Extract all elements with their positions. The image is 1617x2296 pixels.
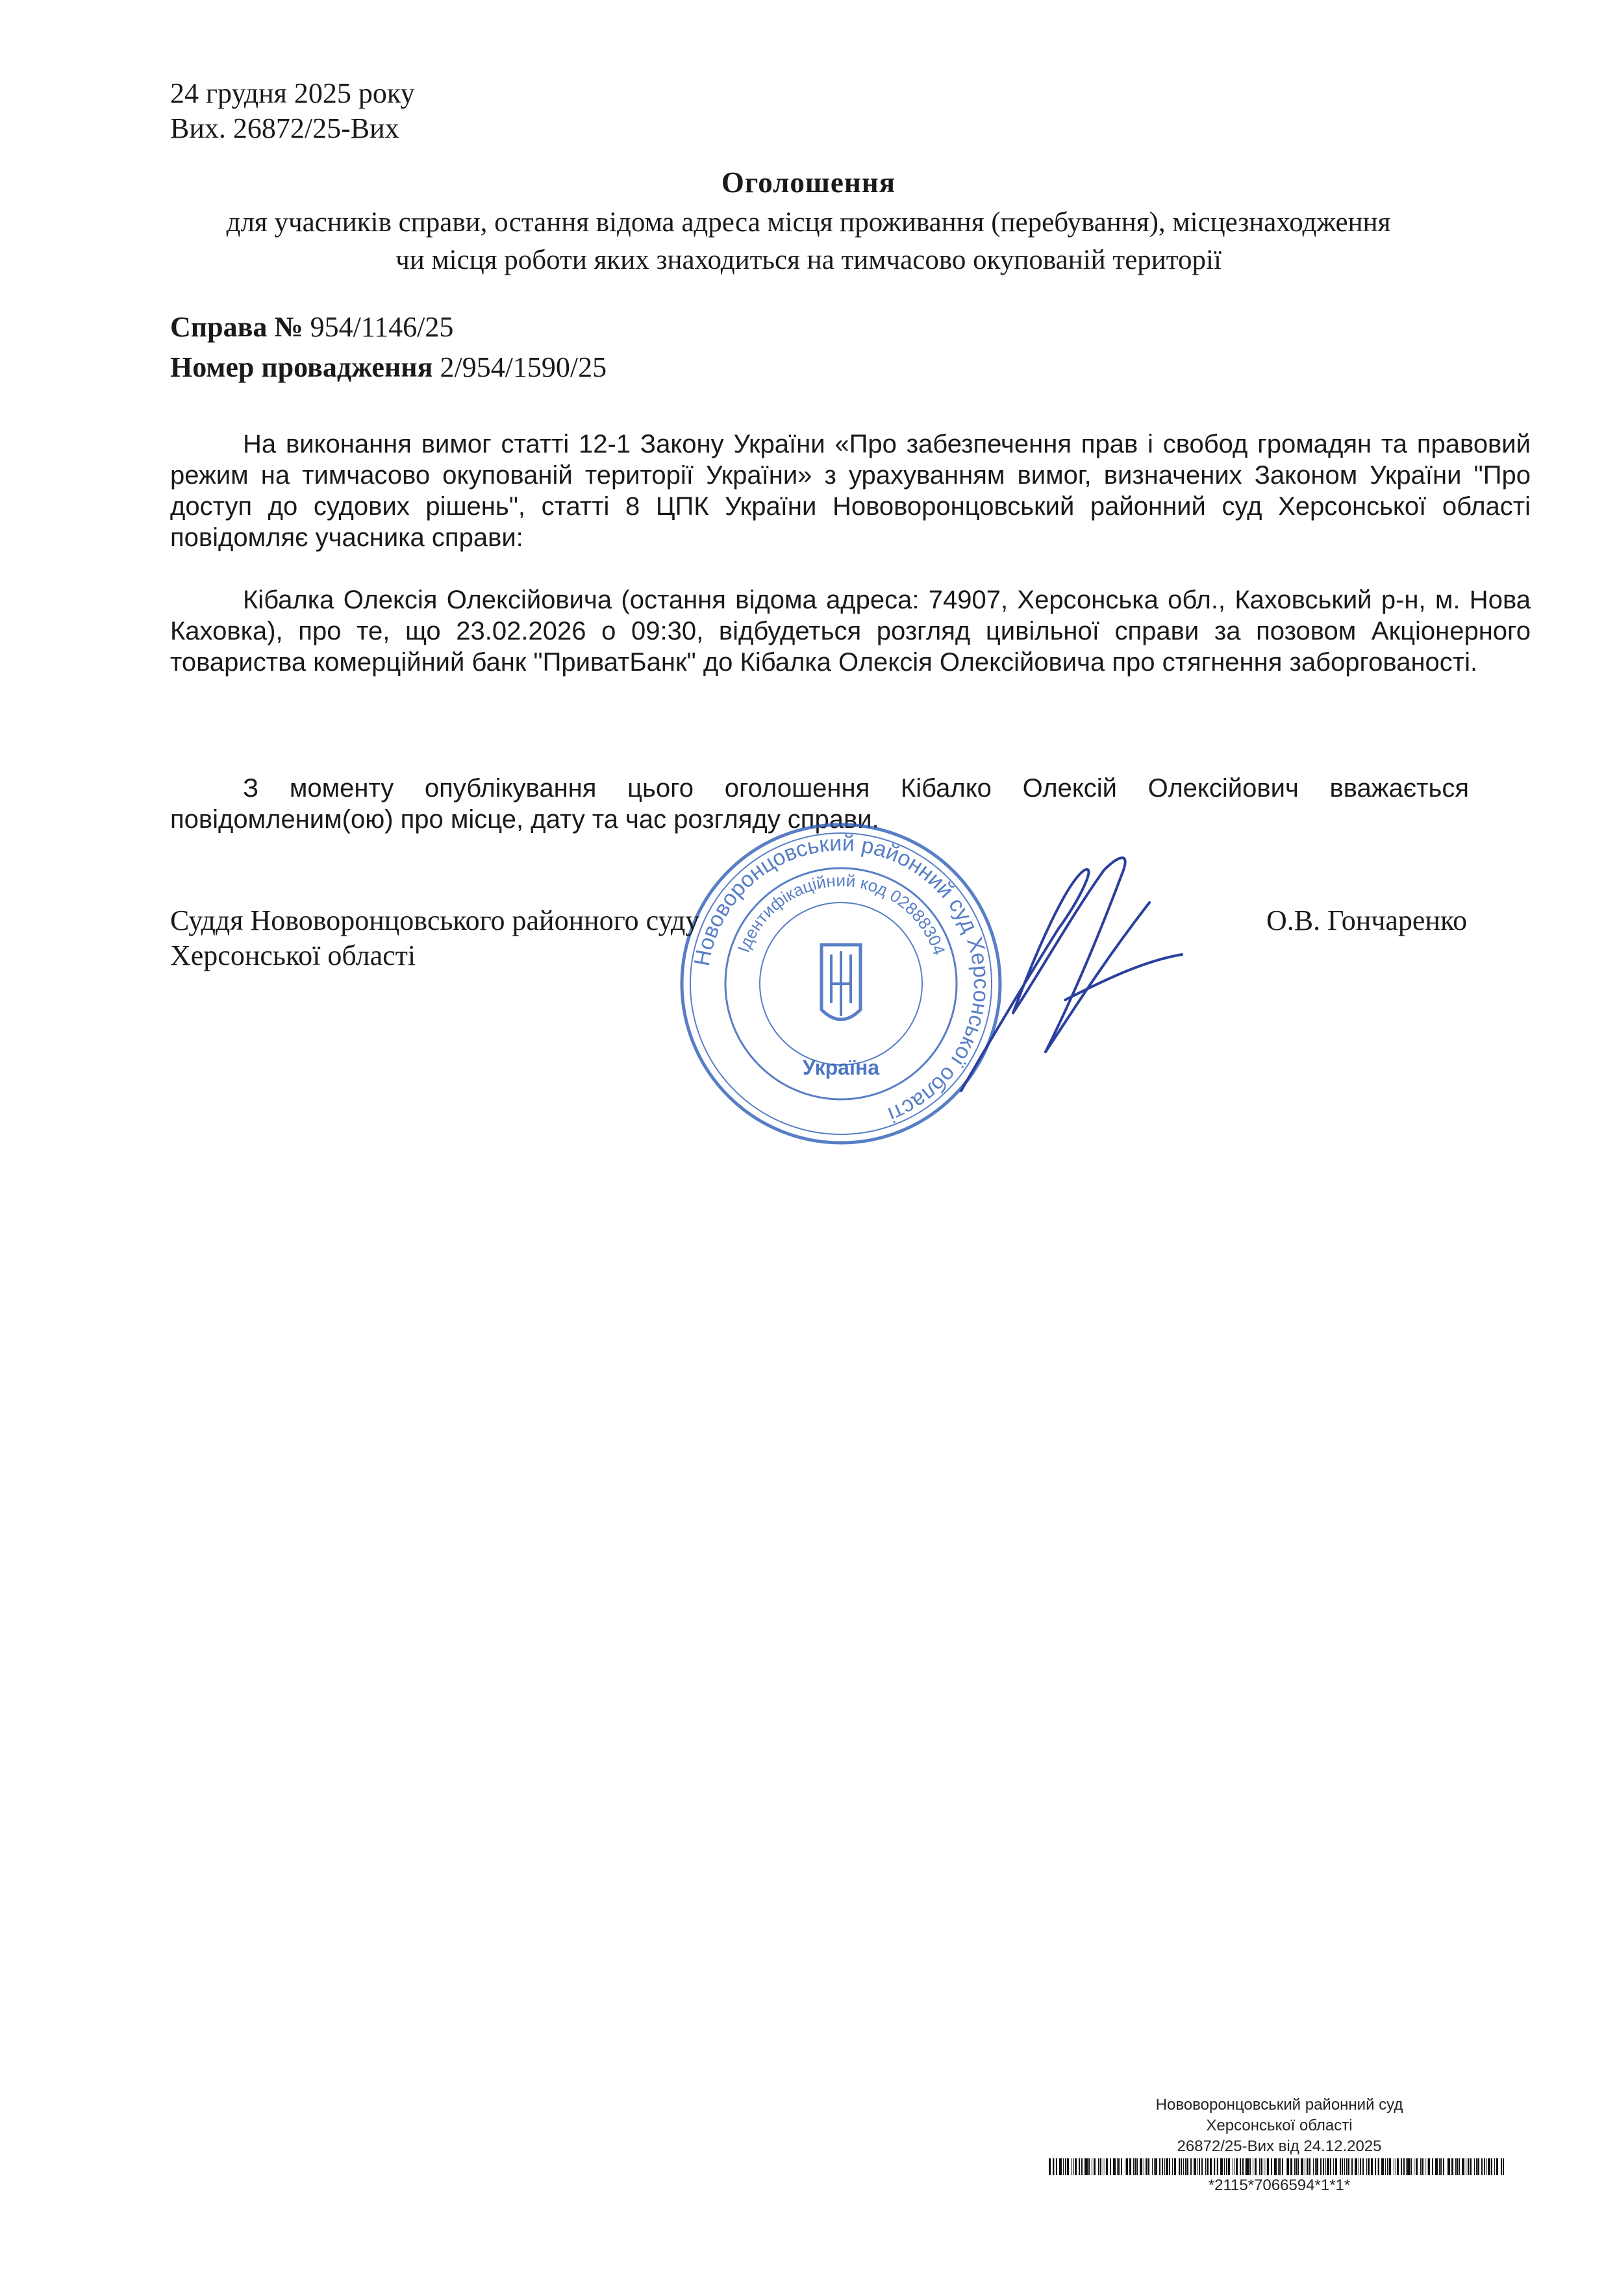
barcode-bar [1435,2158,1438,2175]
barcode-bar [1344,2158,1345,2175]
barcode-bar [1403,2158,1405,2175]
barcode-bar [1164,2158,1165,2175]
barcode-bar [1207,2158,1209,2175]
barcode-bar [1228,2158,1230,2175]
barcode-bar [1056,2158,1057,2175]
barcode-bar [1401,2158,1402,2175]
barcode-bar [1063,2158,1064,2175]
notice-title: Оголошення [721,166,896,199]
barcode-bar [1491,2158,1492,2175]
barcode-bar [1282,2158,1283,2175]
barcode-bar [1348,2158,1349,2175]
barcode-bar [1199,2158,1200,2175]
judge-position-line1: Суддя Нововоронцовського районного суду [170,905,700,936]
barcode-bar [1094,2158,1096,2175]
barcode-bar [1290,2158,1292,2175]
stamp-bottom-text: Україна [802,1056,880,1079]
barcode-bar [1147,2158,1149,2175]
barcode-bar [1320,2158,1322,2175]
barcode-bar [1327,2158,1329,2175]
barcode-bar [1297,2158,1299,2175]
barcode-bar [1106,2158,1108,2175]
registration-number: 26872/25-Вих від 24.12.2025 [1177,2138,1382,2155]
barcode-bar [1075,2158,1077,2175]
barcode-bar [1249,2158,1251,2175]
judge-name: О.В. Гончаренко [1266,905,1468,936]
barcode-bar [1073,2158,1074,2175]
barcode-bar [1407,2158,1410,2175]
barcode-bar [1121,2158,1122,2175]
barcode-bar [1155,2158,1157,2175]
barcode-bar [1371,2158,1373,2175]
barcode-bar [1351,2158,1353,2175]
barcode-bar [1220,2158,1223,2175]
barcode-bar [1477,2158,1479,2175]
barcode-bar [1486,2158,1487,2175]
barcode-bar [1172,2158,1173,2175]
barcode-bar [1313,2158,1314,2175]
barcode-bar [1201,2158,1203,2175]
barcode-bar [1496,2158,1498,2175]
barcode-bar [1110,2158,1111,2175]
barcode-bar [1420,2158,1422,2175]
barcode-bar [1217,2158,1218,2175]
barcode-bar [1468,2158,1469,2175]
barcode-bar [1236,2158,1238,2175]
barcode-bar [1190,2158,1192,2175]
barcode-bar [1342,2158,1343,2175]
barcode-bar [1065,2158,1066,2175]
barcode-bar [1462,2158,1464,2175]
proceeding-number-line [170,351,607,384]
barcode-bar [1488,2158,1490,2175]
barcode-bar [1346,2158,1347,2175]
body-paragraph-2: Кібалка Олексія Олексійовича (остання відома адреса: 74907, Херсонська обл., Каховський р-н, м. Нова Каховка), про те, що 23.02.2026 о 09:30, відбудеться розгляд цивільної справи за позовом Акціонерного товариства комерційний банк "ПриватБанк" до Кібалка Олексія Олексійовича про стягнення заборгованості. [170,586,1531,677]
barcode-bar [1457,2158,1458,2175]
barcode-bar [1259,2158,1260,2175]
notice-subtitle-line1: для учасників справи, остання відома адреса місця проживання (перебування), місцезнаходження [226,207,1391,238]
barcode-bar [1210,2158,1212,2175]
barcode-bar [1136,2158,1138,2175]
barcode-bar [1448,2158,1450,2175]
barcode-bar [1162,2158,1163,2175]
barcode-bar [1447,2158,1448,2175]
barcode-bar [1179,2158,1180,2175]
barcode-bar [1135,2158,1136,2175]
barcode-bar [1330,2158,1331,2175]
barcode-bar [1129,2158,1131,2175]
barcode-bar [1186,2158,1188,2175]
barcode-bar [1416,2158,1418,2175]
barcode-bar [1245,2158,1246,2175]
body-paragraph-1: На виконання вимог статті 12-1 Закону України «Про забезпечення прав і свобод громадян та правовий режим на тимчасово окупованій території України» з урахуванням вимог, визначених Законом України "Про доступ до судових рішень", статті 8 ЦПК України Нововоронцовський районний суд Херсонської області повідомляє учасника справи: [170,430,1531,552]
barcode-bar [1088,2158,1090,2175]
barcode-bar [1422,2158,1423,2175]
barcode-bar [1240,2158,1241,2175]
barcode-bar [1294,2158,1296,2175]
barcode-bar [1059,2158,1062,2175]
case-number-line [170,310,453,343]
barcode-bar [1255,2158,1257,2175]
barcode-bar [1194,2158,1196,2175]
barcode-bar [1140,2158,1142,2175]
barcode-bar [1443,2158,1444,2175]
case-number-label: Справа № [170,311,303,343]
barcode-bar [1098,2158,1099,2175]
barcode-bar [1439,2158,1440,2175]
barcode-bar [1118,2158,1120,2175]
barcode-bar [1451,2158,1453,2175]
barcode-bar [1274,2158,1277,2175]
barcode-bar [1440,2158,1442,2175]
barcode-bar [1381,2158,1384,2175]
barcode-bar [1242,2158,1244,2175]
barcode-bar [1323,2158,1324,2175]
barcode-bar [1459,2158,1460,2175]
barcode-bar [1197,2158,1198,2175]
barcode-bar [1301,2158,1303,2175]
barcode-bar [1279,2158,1281,2175]
barcode-bar [1126,2158,1128,2175]
barcode-bar [1368,2158,1370,2175]
proceeding-number-label: Номер провадження [170,351,433,383]
barcode-bar [1049,2158,1051,2175]
barcode-bar [1406,2158,1407,2175]
barcode-bar [1340,2158,1341,2175]
barcode-bar [1309,2158,1310,2175]
barcode-bar [1183,2158,1184,2175]
body-paragraph-3: З моменту опублікування цього оголошення Кібалко Олексій Олексійович вважається повідомленим(ою) про місце, дату та час розгляду справи. [170,774,1469,834]
barcode-bar [1081,2158,1083,2175]
barcode-bar [1503,2158,1504,2175]
proceeding-number-value: 2/954/1590/25 [440,351,607,383]
barcode-bar [1470,2158,1472,2175]
barcode-bar [1113,2158,1116,2175]
barcode-bar [1315,2158,1316,2175]
barcode-bar [1159,2158,1160,2175]
barcode-text: *2115*7066594*1*1* [1208,2177,1351,2194]
notice-subtitle-line2: чи місця роботи яких знаходиться на тимчасово окупованій території [395,245,1222,275]
barcode-bar [1378,2158,1379,2175]
barcode-bar [1166,2158,1168,2175]
barcode-bar [1307,2158,1308,2175]
barcode-bar [1375,2158,1376,2175]
barcode-bar [1181,2158,1182,2175]
stamp-outer-text: Нововоронцовський районний суд Херсонської області [689,830,994,1127]
barcode-bar [1146,2158,1147,2175]
barcode-bar [1085,2158,1088,2175]
barcode-bar [1261,2158,1262,2175]
barcode-bar [1476,2158,1477,2175]
barcode-bar [1455,2158,1457,2175]
outgoing-number: Вих. 26872/25-Вих [170,112,399,144]
barcode-bar [1335,2158,1337,2175]
document-date: 24 грудня 2025 року [170,77,415,109]
barcode-bar [1484,2158,1485,2175]
barcode-bar [1224,2158,1225,2175]
barcode-bar [1362,2158,1364,2175]
barcode-bar [1325,2158,1326,2175]
judge-position-line2: Херсонської області [170,940,416,971]
barcode-bar [1053,2158,1054,2175]
barcode-bar [1389,2158,1391,2175]
barcode-bar [1397,2158,1399,2175]
barcode-bar [1205,2158,1206,2175]
barcode-bar [1185,2158,1186,2175]
case-number-value: 954/1146/25 [310,311,454,343]
barcode-bar [1355,2158,1357,2175]
barcode-bar [1067,2158,1069,2175]
barcode-bar [1174,2158,1176,2175]
barcode-bar [1214,2158,1215,2175]
barcode-bar [1481,2158,1483,2175]
registration-region: Херсонської області [1206,2117,1353,2134]
barcode-bar [1432,2158,1433,2175]
barcode-bar [1267,2158,1269,2175]
registration-barcode [1049,2158,1513,2175]
barcode-bar [1428,2158,1430,2175]
barcode-bar [1133,2158,1134,2175]
barcode-bar [1385,2158,1386,2175]
barcode-bar [1100,2158,1101,2175]
barcode-bar [1169,2158,1170,2175]
barcode-bar [1296,2158,1297,2175]
barcode-bar [1271,2158,1272,2175]
barcode-bar [1226,2158,1227,2175]
judge-handwritten-signature [935,831,1208,1104]
registration-court: Нововоронцовський районний суд [1155,2096,1403,2114]
barcode-bar [1079,2158,1080,2175]
barcode-bar [1366,2158,1367,2175]
barcode-bar [1246,2158,1249,2175]
barcode-bar [1154,2158,1155,2175]
barcode-bar [1278,2158,1279,2175]
stamp-inner-text: Ідентифікаційний код 02888304 [733,870,949,958]
barcode-bar [1410,2158,1412,2175]
barcode-bar [1117,2158,1118,2175]
barcode-bar [1474,2158,1475,2175]
barcode-bar [1152,2158,1153,2175]
barcode-bar [1501,2158,1502,2175]
barcode-bar [1316,2158,1318,2175]
barcode-bar [1494,2158,1495,2175]
barcode-bar [1333,2158,1334,2175]
barcode-bar [1287,2158,1289,2175]
barcode-bar [1387,2158,1388,2175]
barcode-bar [1360,2158,1361,2175]
